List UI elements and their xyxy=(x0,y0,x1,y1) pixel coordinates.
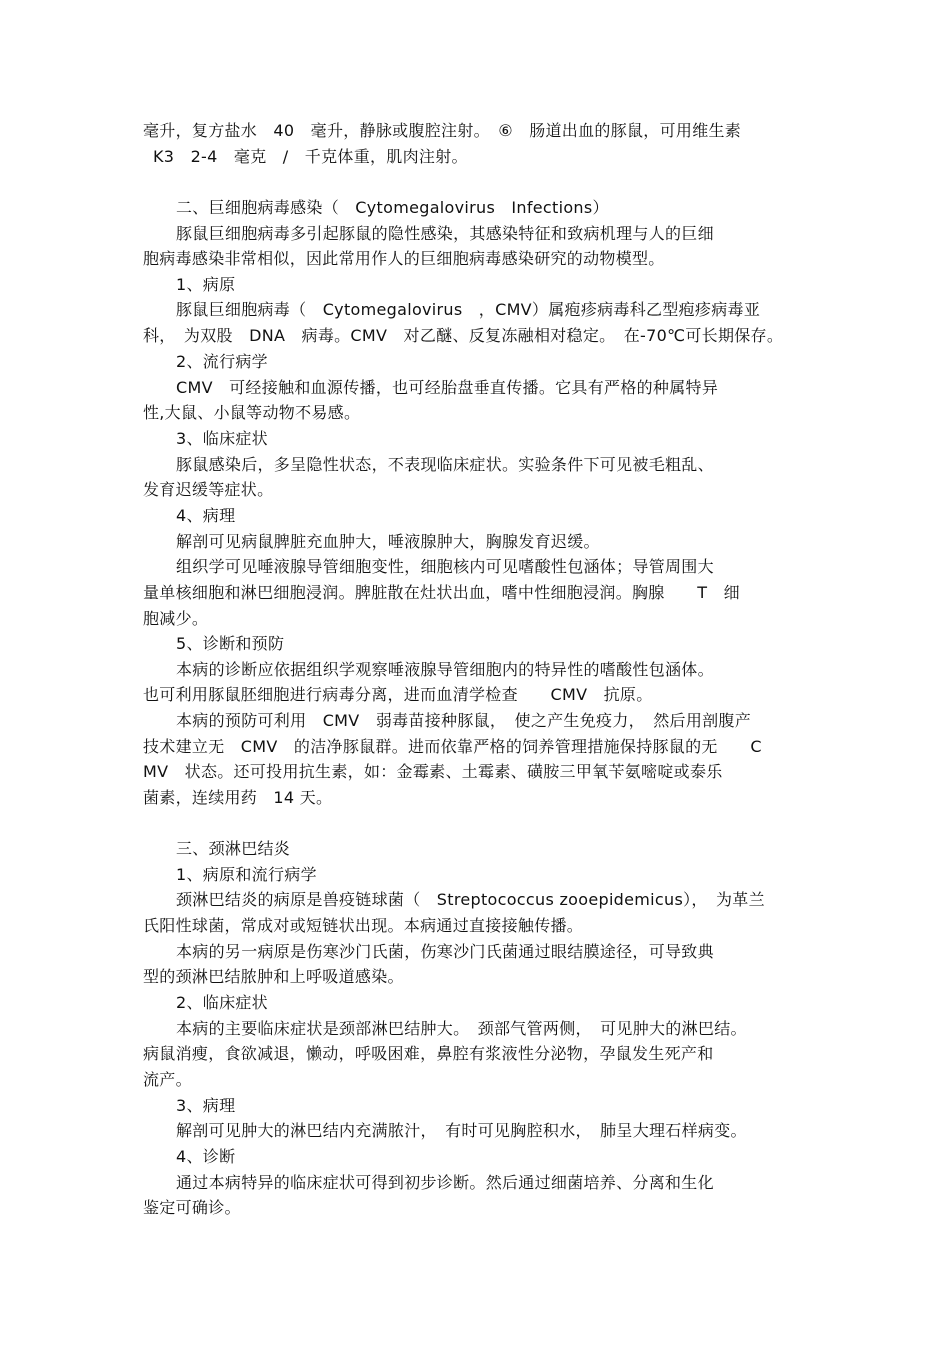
text-line: 解剖可见肿大的淋巴结内充满脓汁， 有时可见胸腔积水， 肺呈大理石样病变。 xyxy=(176,1121,747,1140)
text-line: 病鼠消瘦，食欲减退，懒动，呼吸困难，鼻腔有浆液性分泌物，孕鼠发生死产和 xyxy=(143,1044,714,1063)
text-line: 本病的诊断应依据组织学观察唾液腺导管细胞内的特异性的嗜酸性包涵体。 xyxy=(176,660,714,679)
subsection-heading: 3、病理 xyxy=(176,1096,236,1115)
text-line: 胞减少。 xyxy=(143,609,209,628)
text-line: K3 2-4 毫克 / 千克体重，肌肉注射。 xyxy=(153,147,468,166)
text-line: 也可利用豚鼠胚细胞进行病毒分离，进而血清学检查 CMV 抗原。 xyxy=(143,685,653,704)
text-line: 氏阳性球菌，常成对或短链状出现。本病通过直接接触传播。 xyxy=(143,916,584,935)
text-line: 性,大鼠、小鼠等动物不易感。 xyxy=(143,403,361,422)
section-heading: 二、巨细胞病毒感染（ Cytomegalovirus Infections） xyxy=(176,198,609,217)
text-line: CMV 可经接触和血源传播，也可经胎盘垂直传播。它具有严格的种属特异 xyxy=(176,378,719,397)
text-line: 豚鼠巨细胞病毒（ Cytomegalovirus ，CMV）属疱疹病毒科乙型疱疹病毒亚 xyxy=(176,300,761,319)
subsection-heading: 1、病原和流行病学 xyxy=(176,865,317,884)
text-line: 胞病毒感染非常相似，因此常用作人的巨细胞病毒感染研究的动物模型。 xyxy=(143,249,665,268)
subsection-heading: 2、临床症状 xyxy=(176,993,268,1012)
text-line: 通过本病特异的临床症状可得到初步诊断。然后通过细菌培养、分离和生化 xyxy=(176,1173,714,1192)
section-heading: 三、颈淋巴结炎 xyxy=(176,839,291,858)
text-line: 流产。 xyxy=(143,1070,192,1089)
text-line: 豚鼠感染后，多呈隐性状态，不表现临床症状。实验条件下可见被毛粗乱、 xyxy=(176,455,714,474)
text-line: 型的颈淋巴结脓肿和上呼吸道感染。 xyxy=(143,967,404,986)
subsection-heading: 2、流行病学 xyxy=(176,352,268,371)
text-line: 本病的另一病原是伤寒沙门氏菌，伤寒沙门氏菌通过眼结膜途径，可导致典 xyxy=(176,942,714,961)
subsection-heading: 5、诊断和预防 xyxy=(176,634,285,653)
text-line: 发育迟缓等症状。 xyxy=(143,480,274,499)
text-line: 组织学可见唾液腺导管细胞变性，细胞核内可见嗜酸性包涵体；导管周围大 xyxy=(176,557,714,576)
subsection-heading: 3、临床症状 xyxy=(176,429,268,448)
subsection-heading: 1、病原 xyxy=(176,275,236,294)
text-line: 科， 为双股 DNA 病毒。CMV 对乙醚、反复冻融相对稳定。 在-70℃可长期保存。 xyxy=(143,326,784,345)
text-line: 解剖可见病鼠脾脏充血肿大，唾液腺肿大，胸腺发育迟缓。 xyxy=(176,532,600,551)
text-line: 技术建立无 CMV 的洁净豚鼠群。进而依靠严格的饲养管理措施保持豚鼠的无 C xyxy=(143,737,762,756)
text-line: 颈淋巴结炎的病原是兽疫链球菌（ Streptococcus zooepidemicus）， 为革兰 xyxy=(176,890,765,909)
text-line: 豚鼠巨细胞病毒多引起豚鼠的隐性感染，其感染特征和致病机理与人的巨细 xyxy=(176,224,714,243)
text-line: 鉴定可确诊。 xyxy=(143,1198,241,1217)
text-line: 量单核细胞和淋巴细胞浸润。脾脏散在灶状出血，嗜中性细胞浸润。胸腺 T 细 xyxy=(143,583,740,602)
subsection-heading: 4、病理 xyxy=(176,506,236,525)
text-line: 菌素，连续用药 14 天。 xyxy=(143,788,333,807)
text-line: 本病的预防可利用 CMV 弱毒苗接种豚鼠， 使之产生免疫力， 然后用剖腹产 xyxy=(176,711,752,730)
text-line: 本病的主要临床症状是颈部淋巴结肿大。 颈部气管两侧， 可见肿大的淋巴结。 xyxy=(176,1019,747,1038)
text-line: 毫升，复方盐水 40 毫升，静脉或腹腔注射。 ⑥ 肠道出血的豚鼠，可用维生素 xyxy=(143,121,742,140)
text-line: MV 状态。还可投用抗生素，如：金霉素、土霉素、磺胺三甲氧苄氨嘧啶或泰乐 xyxy=(143,762,723,781)
subsection-heading: 4、诊断 xyxy=(176,1147,236,1166)
